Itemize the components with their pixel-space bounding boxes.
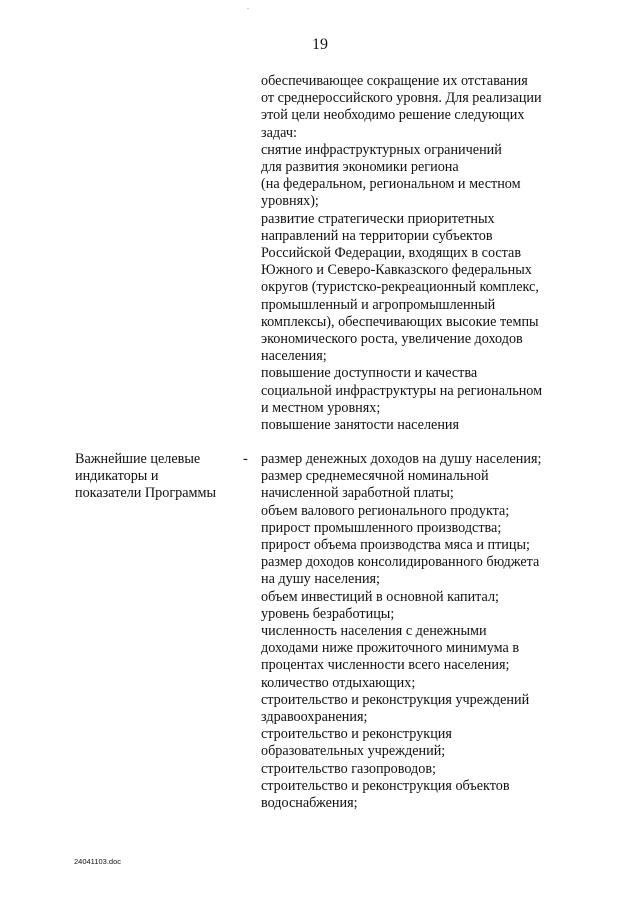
indicator-line: прирост промышленного производства; xyxy=(261,519,502,536)
text-line: снятие инфраструктурных ограничений xyxy=(261,141,502,158)
top-text-block xyxy=(261,73,581,434)
indicator-line: прирост объема производства мяса и птицы; xyxy=(261,537,530,554)
indicator-line: начисленной заработной платы; xyxy=(261,485,454,502)
footer-file-name: 24041103.doc xyxy=(74,857,121,866)
text-line: от среднероссийского уровня. Для реализации xyxy=(261,90,542,107)
indicator-line: численность населения с денежными xyxy=(261,623,487,640)
text-line: уровнях); xyxy=(261,193,319,210)
indicator-line: размер денежных доходов на душу населения; xyxy=(261,451,542,467)
scan-speck xyxy=(247,8,249,9)
text-line: повышение занятости населения xyxy=(261,417,460,434)
indicator-line: строительство и реконструкция учреждений xyxy=(261,691,530,708)
text-line: направлений на территории субъектов xyxy=(261,227,493,244)
indicator-line: уровень безработицы; xyxy=(261,605,395,622)
text-line: округов (туристско-рекреационный комплекс, xyxy=(261,279,539,296)
text-line: Российской Федерации, входящих в состав xyxy=(261,245,522,262)
text-line: и местном уровнях; xyxy=(261,399,381,416)
indicator-line: строительство и реконструкция xyxy=(261,726,452,743)
label-line: Важнейшие целевые xyxy=(75,451,201,467)
text-line: социальной инфраструктуры на региональном xyxy=(261,382,543,399)
page-number: 19 xyxy=(312,36,328,53)
text-line: обеспечивающее сокращение их отставания xyxy=(261,73,528,89)
indicator-line: размер среднемесячной номинальной xyxy=(261,468,489,485)
label-line: показатели Программы xyxy=(75,485,217,502)
text-line: повышение доступности и качества xyxy=(261,365,478,382)
indicators-label xyxy=(75,451,245,503)
text-line: комплексы), обеспечивающих высокие темпы xyxy=(261,313,539,330)
indicator-line: объем валового регионального продукта; xyxy=(261,502,510,519)
text-line: задач: xyxy=(261,124,297,141)
indicator-line: объем инвестиций в основной капитал; xyxy=(261,588,499,605)
indicator-line: доходами ниже прожиточного минимума в xyxy=(261,640,520,657)
text-line: (на федеральном, региональном и местном xyxy=(261,176,521,193)
text-line: промышленный и агропромышленный xyxy=(261,296,496,313)
label-line: индикаторы и xyxy=(75,468,159,485)
indicator-line: здравоохранения; xyxy=(261,709,368,726)
text-line: для развития экономики региона xyxy=(261,159,459,176)
text-line: этой цели необходимо решение следующих xyxy=(261,107,525,124)
text-line: Южного и Северо-Кавказского федеральных xyxy=(261,262,532,279)
indicator-line: процентах численности всего населения; xyxy=(261,657,510,674)
indicators-list xyxy=(261,451,581,812)
indicator-line: образовательных учреждений; xyxy=(261,743,446,760)
indicator-line: размер доходов консолидированного бюджета xyxy=(261,554,540,571)
text-line: населения; xyxy=(261,348,327,365)
indicator-line: на душу населения; xyxy=(261,571,381,588)
indicator-line: количество отдыхающих; xyxy=(261,674,416,691)
indicators-dash: - xyxy=(243,451,248,467)
text-line: развитие стратегически приоритетных xyxy=(261,210,495,227)
indicator-line: строительство газопроводов; xyxy=(261,760,436,777)
text-line: экономического роста, увеличение доходов xyxy=(261,331,523,348)
indicator-line: водоснабжения; xyxy=(261,795,358,812)
indicator-line: строительство и реконструкция объектов xyxy=(261,777,510,794)
